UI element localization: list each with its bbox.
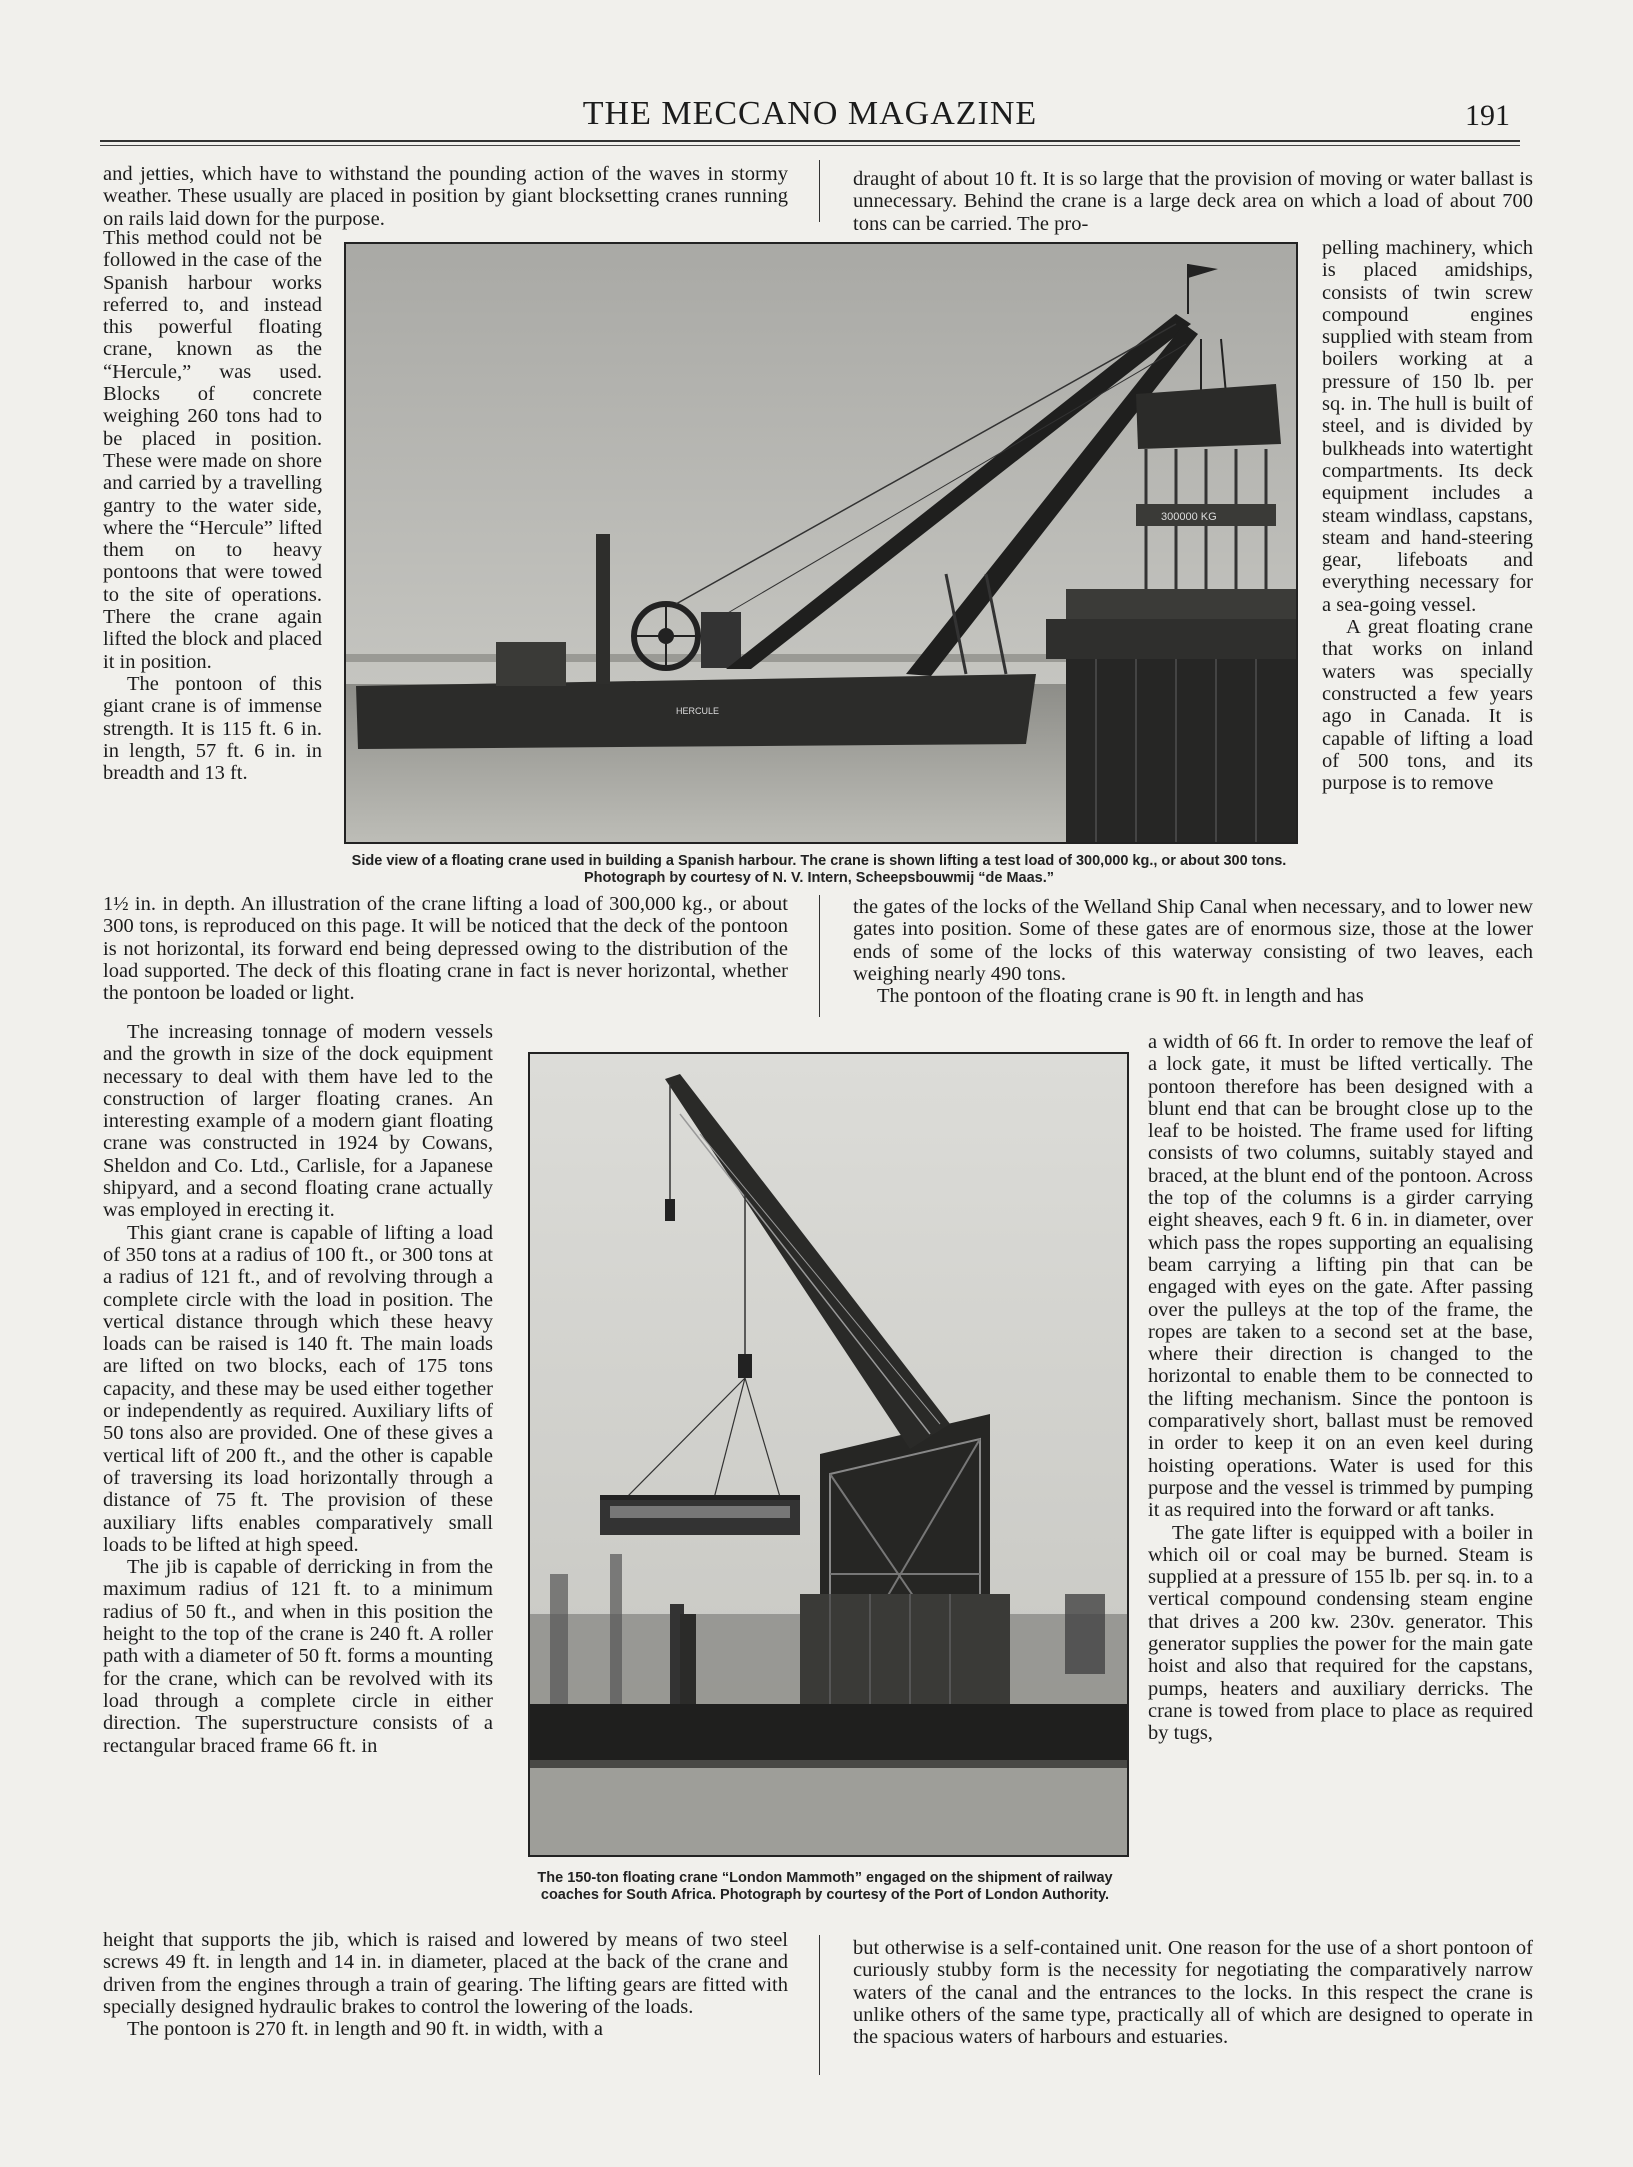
page-number: 191 <box>1465 99 1510 132</box>
column-divider-top <box>819 160 820 222</box>
column-divider-mid <box>819 895 820 1017</box>
paragraph: A great floating crane that works on inland waters was specially constructed a few years ago in Canada. It is capable of lifting a load of 500 tons, and its purpose is to remove <box>1322 616 1533 795</box>
photo-hercule-caption: Side view of a floating crane used in building a Spanish harbour. The crane is shown lifting a test load of 300,000 kg., or about 300 tons. Photograph by courtesy of N. V. Intern, Scheepsbouwmij “de Maas.” <box>351 853 1287 886</box>
paragraph: a width of 66 ft. In order to remove the leaf of a lock gate, it must be lifted vertically. The pontoon therefore has been designed with a blunt end that can be brought close up to the leaf to be hoisted. The frame used for lifting consists of two columns, suitably stayed and braced, at the blunt end of the pontoon. Across the top of the columns is a girder carrying eight sheaves, each 9 ft. 6 in. in diameter, over which pass the ropes supporting an equalising beam carrying a lifting pin that can be engaged with eyes on the gate. After passing over the pulleys at the top of the frame, the ropes are taken to a second set at the base, where their direction is changed to the horizontal to enable them to be connected to the lifting mechanism. Since the pontoon is comparatively short, ballast must be removed in order to keep it on an even keel during hoisting operations. Water is used for this purpose and the vessel is trimmed by pumping it as required into the forward or aft tanks. <box>1148 1031 1533 1522</box>
paragraph: The gate lifter is equipped with a boiler in which oil or coal may be burned. Steam is supplied at a pressure of 155 lb. per sq. in. to a vertical compound condensing steam engine that drives a 200 kw. 230v. generator. This generator supplies the power for the main gate hoist and also that required for the capstans, pumps, heaters and auxiliary derricks. The crane is towed from place to place as required by tugs, <box>1148 1521 1533 1745</box>
paragraph: The jib is capable of derricking in from the maximum radius of 121 ft. to a minimum radius of 50 ft., and when in this position the height to the top of the crane is 240 ft. A roller path with a diameter of 50 ft. forms a mounting for the crane, which can be revolved with its load through a complete circle in either direction. The superstructure consists of a rectangular braced frame 66 ft. in <box>103 1556 493 1757</box>
paragraph: This method could not be followed in the case of the Spanish harbour works referred to, and instead this powerful floating crane, known as the “Hercule,” was used. Blocks of concrete weighing 260 tons had to be placed in position. These were made on shore and carried by a travelling gantry to the water side, where the “Hercule” lifted them on to heavy pontoons that were towed to the site of operations. There the crane again lifted the block and placed it in position. <box>103 227 322 673</box>
photo-london-mammoth-image <box>530 1054 1127 1855</box>
magazine-title: THE MECCANO MAGAZINE <box>582 95 1038 132</box>
paragraph: the gates of the locks of the Welland Ship Canal when necessary, and to lower new gates into position. Some of these gates are of enormous size, those at the lower ends of some of the locks of this waterway consisting of two leaves, each weighing nearly 490 tons. <box>853 896 1533 985</box>
paragraph: The pontoon is 270 ft. in length and 90 ft. in width, with a <box>127 2018 604 2041</box>
photo-hercule-crane <box>344 242 1298 844</box>
article-right-mid <box>853 896 1533 1007</box>
paragraph: pelling machinery, which is placed amidships, consists of twin screw compound engines supplied with steam from boilers working at a pressure of 150 lb. per sq. in. The hull is built of steel, and is divided by bulkheads into watertight compartments. Its deck equipment includes a steam windlass, capstans, steam and hand-steering gear, lifeboats and everything necessary for a sea-going vessel. <box>1322 237 1533 616</box>
article-left-top <box>103 163 788 230</box>
photo-hercule-image <box>346 244 1296 842</box>
hull-lettering: HERCULE <box>676 706 720 716</box>
article-left-lower <box>103 1021 493 1757</box>
load-lettering: 300000 KG <box>1161 511 1217 523</box>
article-right-narrow <box>1322 237 1533 794</box>
column-divider-bottom <box>819 1935 820 2075</box>
paragraph: draught of about 10 ft. It is so large that the provision of moving or water ballast is unnecessary. Behind the crane is a large deck area on which a load of about 700 tons can be carried. The pro- <box>853 168 1533 235</box>
header-rule-thin <box>100 145 1520 146</box>
paragraph: and jetties, which have to withstand the pounding action of the waves in stormy weather. These usually are placed in position by giant blocksetting cranes running on rails laid down for the purpose. <box>103 163 788 230</box>
article-right-top <box>853 168 1533 235</box>
paragraph: The increasing tonnage of modern vessels and the growth in size of the dock equipment necessary to deal with them have led to the construction of larger floating cranes. An interesting example of a modern giant floating crane was constructed in 1924 by Cowans, Sheldon and Co. Ltd., Carlisle, for a Japanese shipyard, and a second floating crane actually was employed in erecting it. <box>103 1021 493 1222</box>
paragraph: The pontoon of this giant crane is of immense strength. It is 115 ft. 6 in. in length, 57 ft. 6 in. in breadth and 13 ft. <box>103 672 322 785</box>
paragraph: The pontoon of the floating crane is 90 ft. in length and has <box>877 985 1364 1008</box>
paragraph: 1½ in. in depth. An illustration of the crane lifting a load of 300,000 kg., or about 300 tons, is reproduced on this page. It will be noticed that the deck of the pontoon is not horizontal, its forward end being depressed owing to the distribution of the load supported. The deck of this floating crane in fact is never horizontal, whether the pontoon be loaded or light. <box>103 893 788 1005</box>
article-right-bottom <box>853 1937 1533 2048</box>
paragraph: This giant crane is capable of lifting a load of 350 tons at a radius of 100 ft., or 300 tons at a radius of 121 ft., and of revolving through a complete circle with the load in position. The vertical distance through which these heavy loads can be raised is 140 ft. The main loads are lifted on two blocks, each of 175 tons capacity, and these may be used either together or independently as required. Auxiliary lifts of 50 tons also are provided. One of these gives a vertical lift of 200 ft., and the other is capable of traversing its load horizontally through a distance of 75 ft. The provision of these auxiliary lifts enables comparatively small loads to be lifted at high speed. <box>103 1221 493 1556</box>
article-right-lower <box>1148 1031 1533 1745</box>
article-left-narrow <box>103 227 322 784</box>
header-rule <box>100 140 1520 142</box>
paragraph: height that supports the jib, which is raised and lowered by means of two steel screws 49 ft. in length and 14 in. in diameter, placed at the back of the crane and driven from the engines through a train of gearing. The lifting gears are fitted with specially designed hydraulic brakes to control the lowering of the loads. <box>103 1929 788 2018</box>
article-left-bottom <box>103 1929 788 2040</box>
page-header <box>100 95 1520 135</box>
paragraph: but otherwise is a self-contained unit. One reason for the use of a short pontoon of curiously stubby form is the necessity for negotiating the comparatively narrow waters of the canal and the entrances to the locks. In this respect the crane is unlike others of the same type, practically all of which are designed to operate in the spacious waters of harbours and estuaries. <box>853 1937 1533 2049</box>
photo-london-mammoth-caption: The 150-ton floating crane “London Mammoth” engaged on the shipment of railway coaches for South Africa. Photograph by courtesy of the Port of London Authority. <box>537 1870 1113 1903</box>
article-left-mid <box>103 893 788 1004</box>
photo-london-mammoth <box>528 1052 1129 1857</box>
